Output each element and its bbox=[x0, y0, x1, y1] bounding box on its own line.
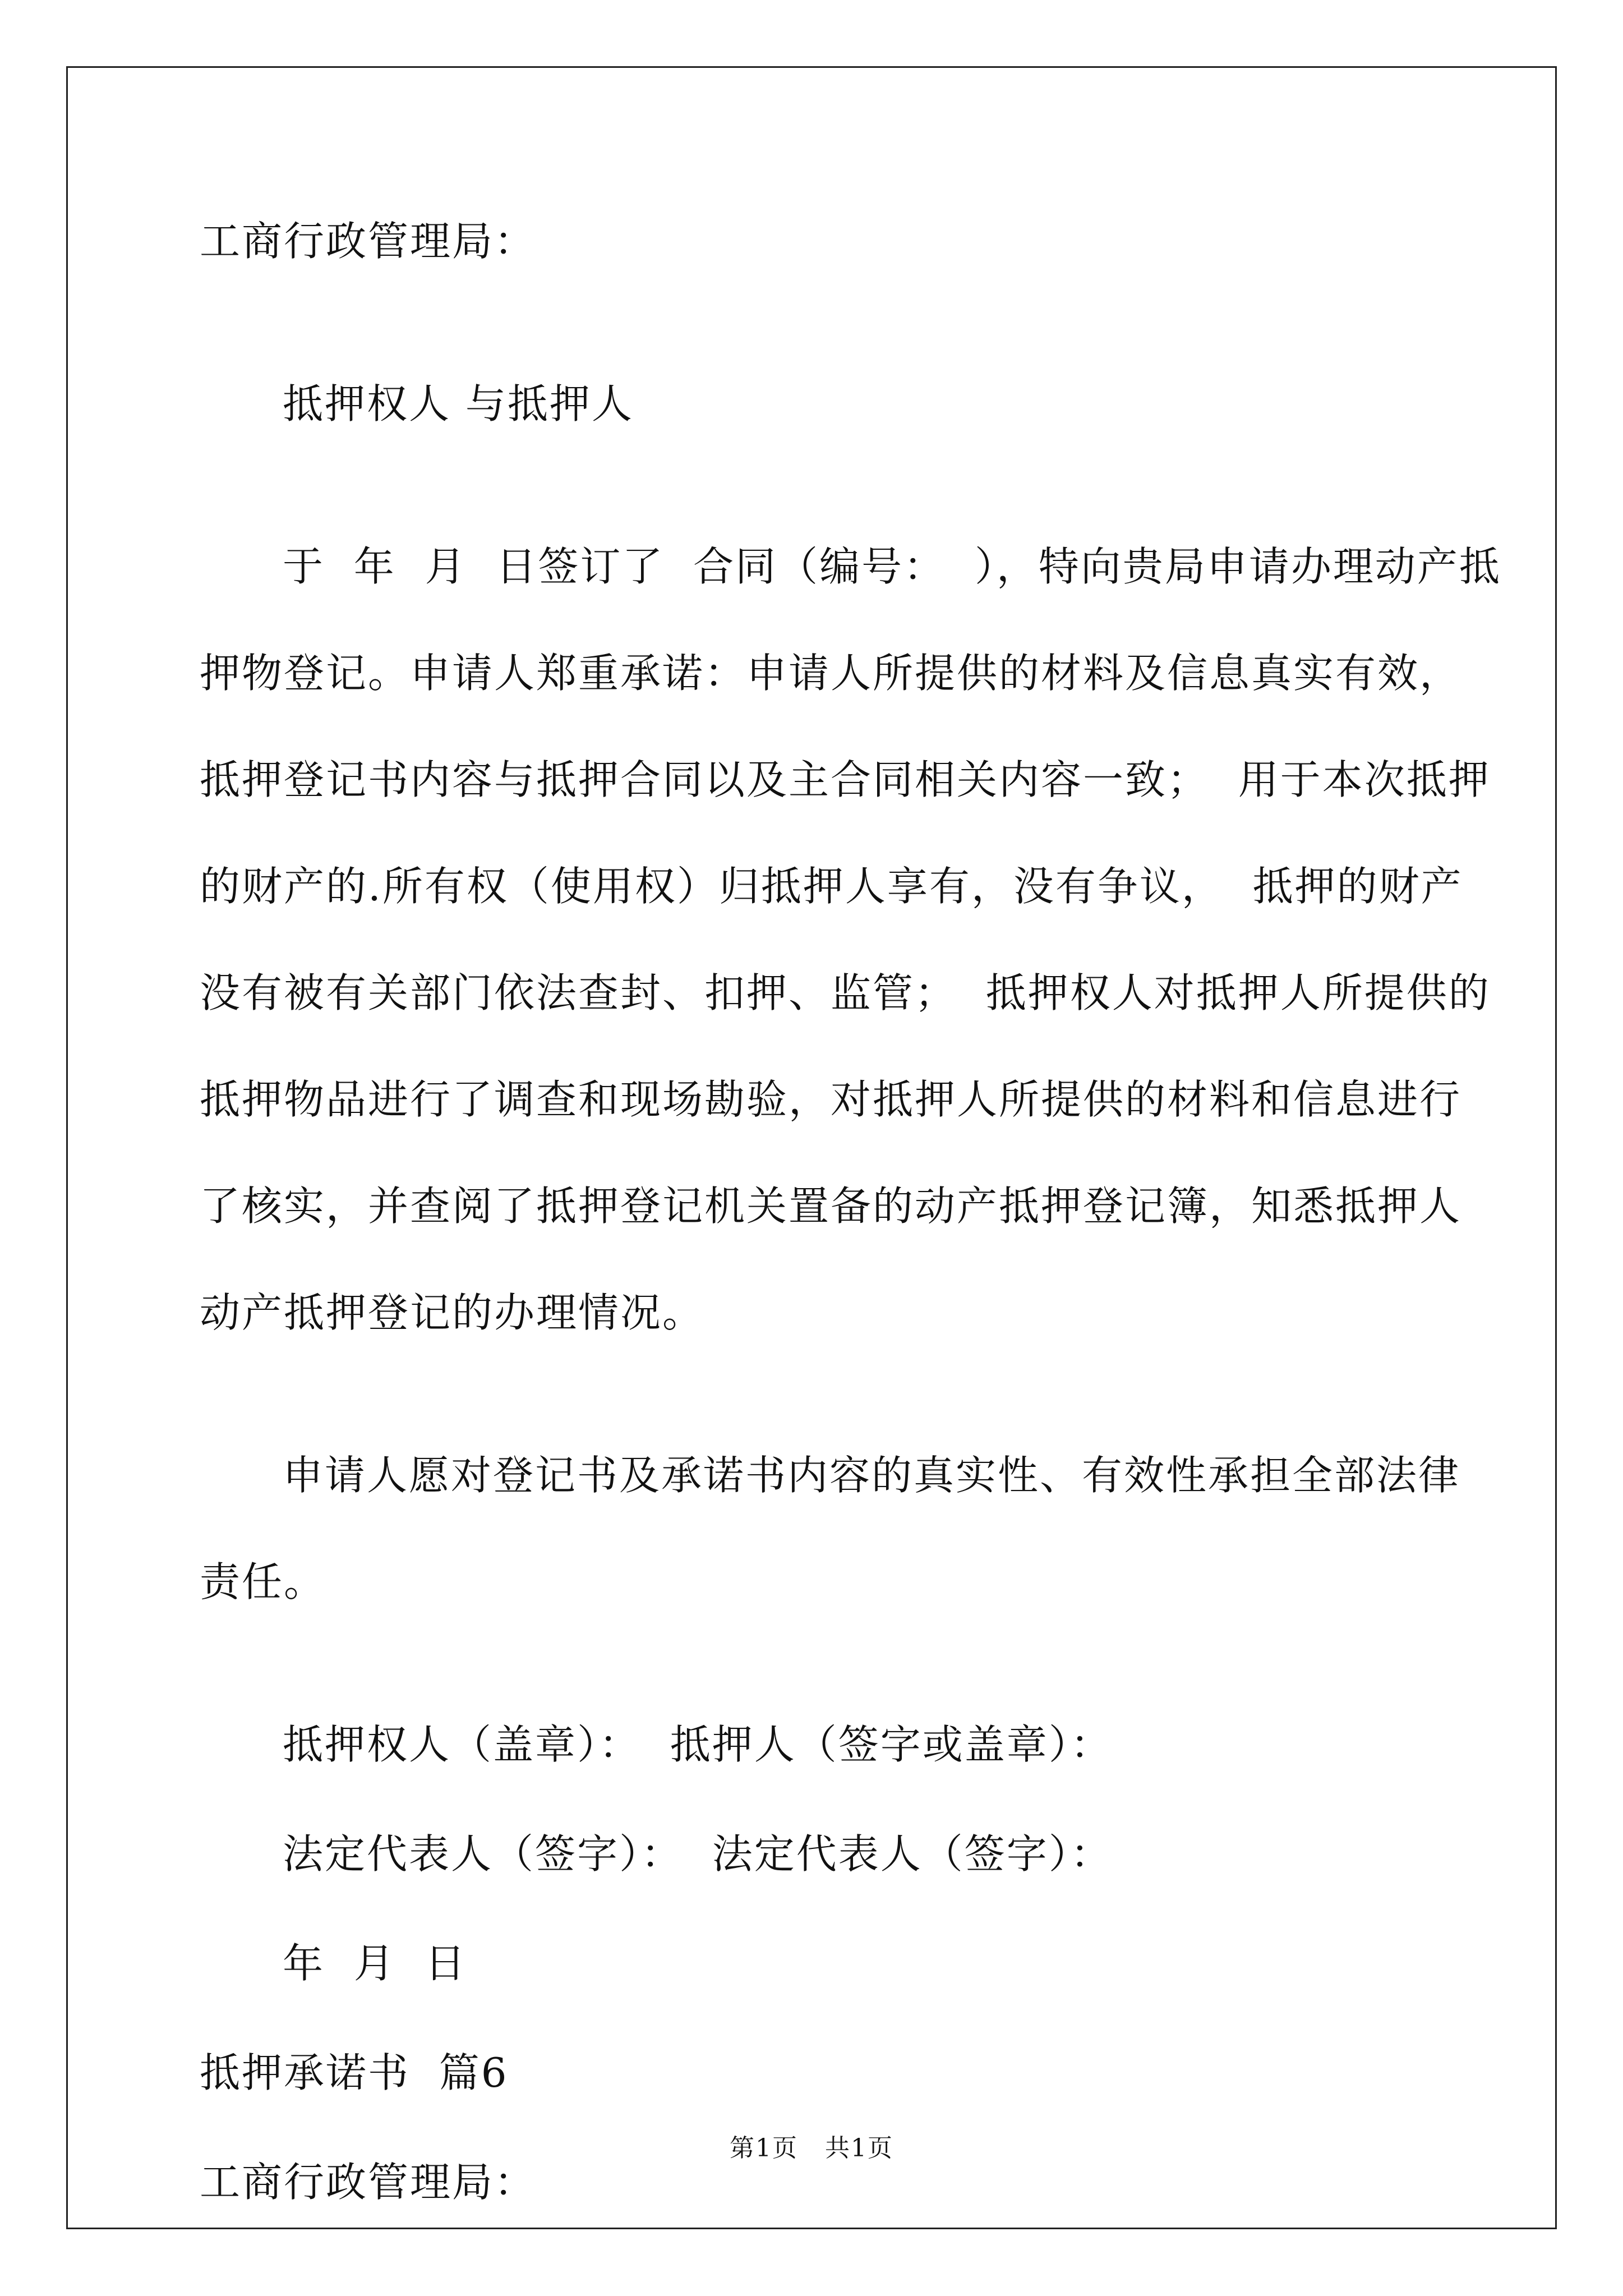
date-line: 年 月 日 bbox=[283, 1940, 467, 1987]
paragraph-line: 申请人愿对登记书及承诺书内容的真实性、有效性承担全部法律 bbox=[283, 1452, 1461, 1499]
paragraph-line: 抵押登记书内容与抵押合同以及主合同相关内容一致； 用于本次抵押 bbox=[200, 756, 1491, 803]
paragraph-line: 没有被有关部门依法查封、扣押、监管； 抵押权人对抵押人所提供的 bbox=[200, 969, 1491, 1016]
paragraph-line: 动产抵押登记的办理情况。 bbox=[200, 1289, 705, 1336]
addressee: 工商行政管理局： bbox=[200, 218, 537, 265]
page-number: 第1页 共1页 bbox=[730, 2134, 893, 2162]
document-body bbox=[200, 213, 1501, 2210]
liability-paragraph bbox=[200, 1447, 1461, 1610]
parties-line: 抵押权人 与抵押人 bbox=[283, 380, 634, 427]
seal-line: 抵押权人（盖章）： 抵押人（签字或盖章）： bbox=[283, 1721, 1113, 1768]
paragraph-line: 责任。 bbox=[200, 1558, 326, 1605]
paragraph-line: 押物登记。申请人郑重承诺：申请人所提供的材料及信息真实有效， bbox=[200, 650, 1462, 697]
representative-line: 法定代表人（签字）： 法定代表人（签字）： bbox=[283, 1830, 1113, 1878]
paragraph-line: 抵押物品进行了调查和现场勘验，对抵押人所提供的材料和信息进行 bbox=[200, 1076, 1462, 1123]
paragraph-line: 的财产的.所有权（使用权）归抵押人享有，没有争议， 抵押的财产 bbox=[200, 863, 1463, 910]
paragraph-line: 于 年 月 日签订了 合同（编号： ），特向贵局申请办理动产抵 bbox=[283, 543, 1501, 590]
section-title: 抵押承诺书 篇6 bbox=[200, 2049, 509, 2096]
next-addressee: 工商行政管理局： bbox=[200, 2159, 537, 2206]
body-paragraph bbox=[200, 539, 1501, 1341]
paragraph-line: 了核实，并查阅了抵押登记机关置备的动产抵押登记簿，知悉抵押人 bbox=[200, 1182, 1462, 1230]
